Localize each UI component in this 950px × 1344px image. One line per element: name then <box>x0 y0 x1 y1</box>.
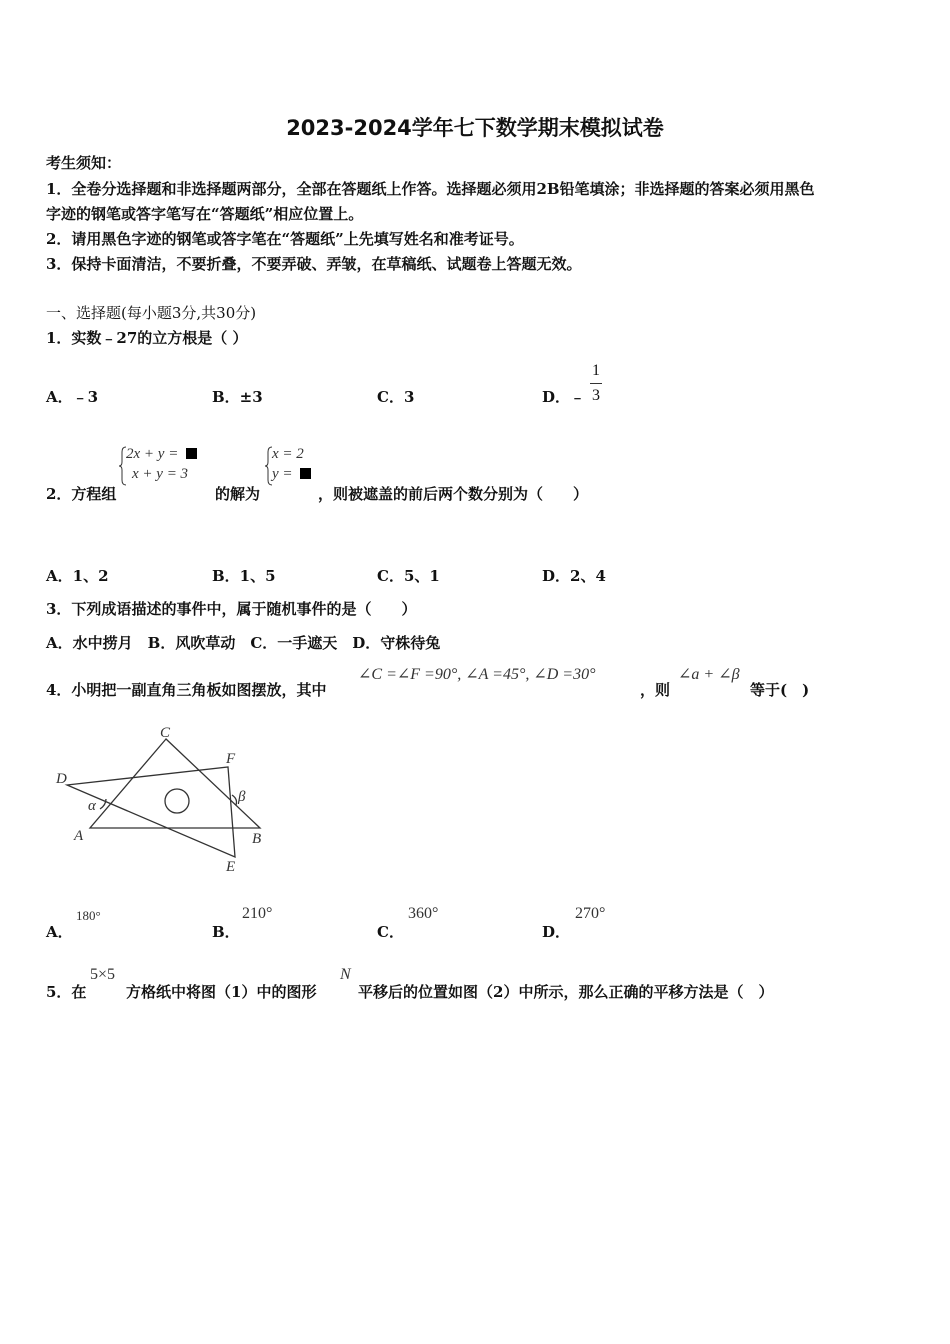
label-b: B <box>252 831 262 847</box>
page-title: 2023-2024学年七下数学期末模拟试卷 <box>286 116 664 140</box>
q1-option-d[interactable] <box>542 386 585 407</box>
q2-option-d[interactable]: D．2、4 <box>542 567 606 585</box>
q1-d-numerator: 1 <box>592 362 600 379</box>
q2-solution <box>264 446 324 488</box>
q2-sol-2-text: y = <box>272 466 297 482</box>
q2-prefix: 2．方程组 <box>46 485 117 503</box>
label-a: A <box>74 828 84 844</box>
notice-item-2: 2．请用黑色字迹的钢笔或答字笔在“答题纸”上先填写姓名和准考证号。 <box>46 230 524 248</box>
q1-d-denominator: 3 <box>592 387 600 404</box>
q4-d-value: 270° <box>575 905 606 922</box>
label-f: F <box>226 751 236 767</box>
q3-options[interactable]: A．水中捞月 B．风吹草动 C．一手遮天 D．守株待兔 <box>46 634 441 652</box>
section-heading: 一、选择题(每小题3分,共30分) <box>46 304 257 322</box>
mask-square-icon <box>300 468 311 479</box>
q3-stem: 3．下列成语描述的事件中，属于随机事件的是（ ） <box>46 600 417 618</box>
q5-middle: 方格纸中将图（1）中的图形 <box>126 983 317 1001</box>
q4-c-value: 360° <box>408 905 439 922</box>
mask-square-icon <box>186 448 197 459</box>
notice-heading: 考生须知： <box>46 154 122 172</box>
q2-option-b[interactable]: B．1、5 <box>212 567 276 585</box>
q5-prefix: 5．在 <box>46 983 87 1001</box>
q2-sol-1: x = 2 <box>272 446 304 462</box>
q4-prefix: 4．小明把一副直角三角板如图摆放，其中 <box>46 681 327 699</box>
q2-suffix: ，则被遮盖的前后两个数分别为（ ） <box>318 485 589 503</box>
label-c: C <box>160 725 171 741</box>
q4-a-value: 180° <box>76 908 101 923</box>
q2-option-a[interactable]: A．1、2 <box>46 567 109 585</box>
q2-option-c[interactable]: C．5、1 <box>377 567 440 585</box>
q4-condition: ∠C =∠F =90°, ∠A =45°, ∠D =30° <box>358 666 596 683</box>
q4-a-label: A． <box>46 923 73 941</box>
label-e: E <box>226 859 236 875</box>
q5-shape: N <box>340 966 351 983</box>
q5-suffix: 平移后的位置如图（2）中所示，那么正确的平移方法是（ ） <box>358 983 774 1001</box>
q2-eq-2: x + y = 3 <box>132 466 189 482</box>
q2-sol-2 <box>272 466 311 483</box>
q4-option-a[interactable] <box>46 921 73 942</box>
q4-b-value: 210° <box>242 905 273 922</box>
label-alpha: α <box>88 798 96 814</box>
q4-then: ，则 <box>640 681 671 699</box>
q5-grid-size: 5×5 <box>90 966 116 983</box>
triangle-hole <box>165 789 189 813</box>
q1-stem: 1．实数﹣27的立方根是（ ） <box>46 329 248 347</box>
q2-eq-1 <box>126 446 197 463</box>
q1-option-c[interactable]: C．3 <box>377 388 415 406</box>
q1-option-d-label: D．﹣ <box>542 388 586 406</box>
q2-eq-1-text: 2x + y = <box>126 446 183 462</box>
label-beta: β <box>238 789 246 805</box>
q1-option-d-fraction <box>590 362 602 405</box>
q4-c-label: C． <box>377 923 404 941</box>
notice-item-1-line-2: 字迹的钢笔或答字笔写在“答题纸”相应位置上。 <box>46 205 364 223</box>
q4-d-label: D． <box>542 923 571 941</box>
q4-b-label: B． <box>212 923 240 941</box>
q4-expression: ∠a + ∠β <box>678 666 740 683</box>
q4-triangle-figure <box>40 725 290 880</box>
q4-option-c[interactable] <box>377 921 404 942</box>
q4-option-d[interactable] <box>542 921 570 942</box>
notice-item-3: 3．保持卡面清洁，不要折叠，不要弄破、弄皱，在草稿纸、试题卷上答题无效。 <box>46 255 582 273</box>
notice-item-1-line-1: 1．全卷分选择题和非选择题两部分，全部在答题纸上作答。选择题必须用2B铅笔填涂；非选择题的答案必须用黑色 <box>46 180 815 198</box>
q2-middle: 的解为 <box>215 485 261 503</box>
q1-option-a[interactable]: A．﹣3 <box>46 388 99 406</box>
q1-option-b[interactable]: B．±3 <box>212 388 263 406</box>
q2-equation-system <box>118 446 218 488</box>
q4-option-b[interactable] <box>212 921 240 942</box>
label-d: D <box>56 771 67 787</box>
q4-suffix: 等于( ) <box>750 681 810 699</box>
